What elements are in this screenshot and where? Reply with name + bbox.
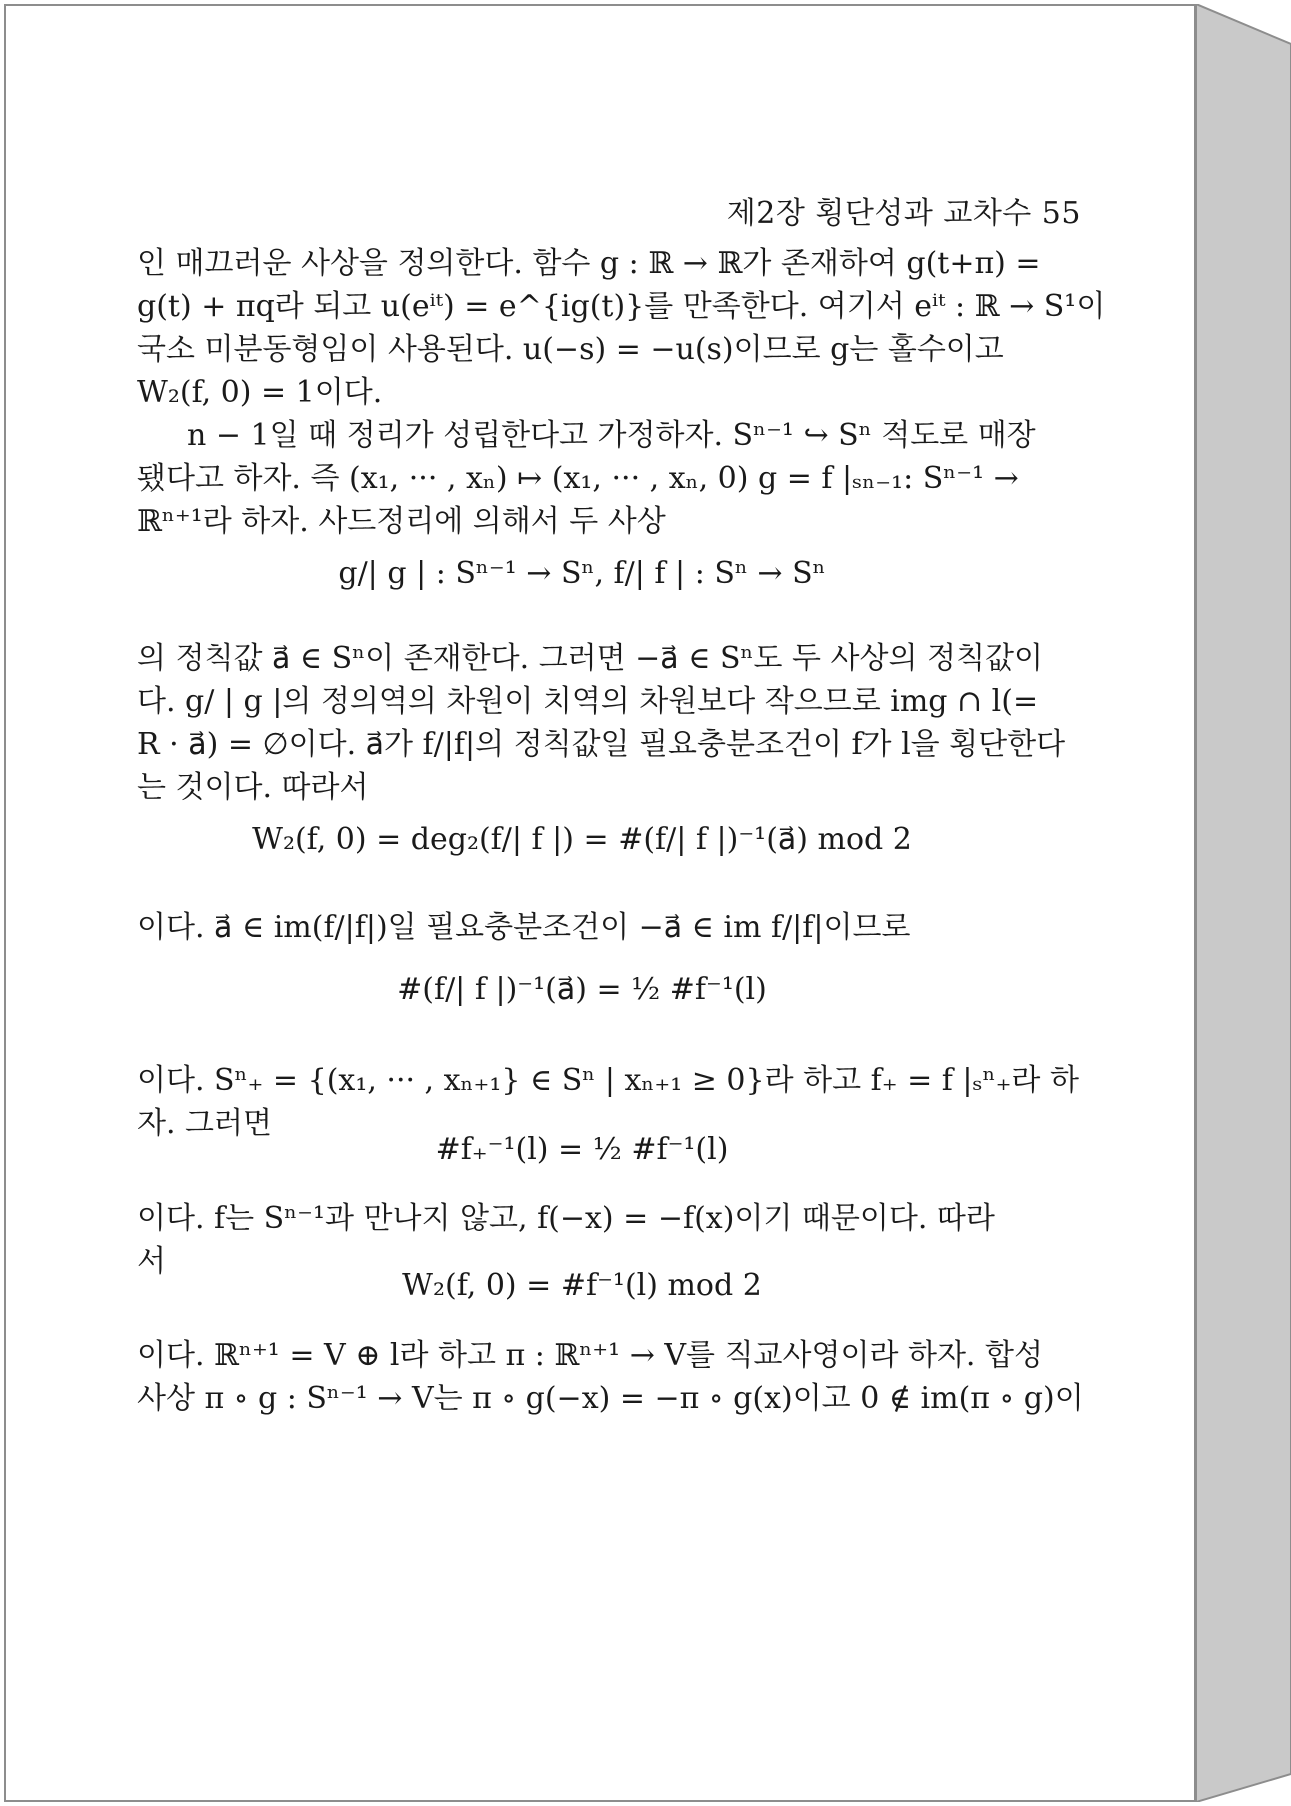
- text-line-6: 됐다고 하자. 즉 (x₁, ··· , xₙ) ↦ (x₁, ··· , xₙ, 0) g = f |ₛₙ₋₁: Sⁿ⁻¹ →: [137, 461, 1019, 496]
- text-line-2: g(t) + πq라 되고 u(eⁱᵗ) = e^{ig(t)}를 만족한다. 여기서 eⁱᵗ : ℝ → S¹이: [137, 289, 1106, 324]
- text-line-9: 다. g/ | g |의 정의역의 차원이 치역의 차원보다 작으므로 img ∩ l(=: [137, 684, 1039, 719]
- text-line-1: 인 매끄러운 사상을 정의한다. 함수 g : ℝ → ℝ가 존재하여 g(t+π) =: [137, 246, 1041, 281]
- equation-1: g/| g | : Sⁿ⁻¹ → Sⁿ, f/| f | : Sⁿ → Sⁿ: [338, 556, 826, 591]
- text-line-3: 국소 미분동형임이 사용된다. u(−s) = −u(s)이므로 g는 홀수이고: [137, 332, 1004, 367]
- book-spine: [1196, 4, 1291, 1802]
- equation-4: #f₊⁻¹(l) = ½ #f⁻¹(l): [435, 1132, 729, 1167]
- text-line-4: W₂(f, 0) = 1이다.: [137, 375, 383, 410]
- text-line-5: n − 1일 때 정리가 성립한다고 가정하자. Sⁿ⁻¹ ↪ Sⁿ 적도로 매장: [187, 418, 1036, 453]
- text-line-18: 사상 π ∘ g : Sⁿ⁻¹ → V는 π ∘ g(−x) = −π ∘ g(x)이고 0 ∉ im(π ∘ g)이: [137, 1381, 1084, 1416]
- equation-3: #(f/| f |)⁻¹(a⃗) = ½ #f⁻¹(l): [397, 972, 767, 1007]
- running-head: 제2장 횡단성과 교차수 55: [726, 196, 1081, 231]
- equation-5: W₂(f, 0) = #f⁻¹(l) mod 2: [402, 1268, 762, 1303]
- equation-2: W₂(f, 0) = deg₂(f/| f |) = #(f/| f |)⁻¹(a⃗) mod 2: [252, 822, 912, 857]
- text-line-10: R · a⃗) = ∅이다. a⃗가 f/|f|의 정칙값일 필요충분조건이 f가 l을 횡단한다: [137, 727, 1066, 762]
- text-line-13: 이다. Sⁿ₊ = {(x₁, ··· , xₙ₊₁} ∈ Sⁿ | xₙ₊₁ ≥ 0}라 하고 f₊ = f |ₛⁿ₊라 하: [137, 1063, 1079, 1098]
- text-line-7: ℝⁿ⁺¹라 하자. 사드정리에 의해서 두 사상: [137, 504, 666, 539]
- text-line-11: 는 것이다. 따라서: [137, 770, 369, 805]
- text-line-12: 이다. a⃗ ∈ im(f/|f|)일 필요충분조건이 −a⃗ ∈ im f/|f|이므로: [137, 910, 911, 945]
- text-line-17: 이다. ℝⁿ⁺¹ = V ⊕ l라 하고 π : ℝⁿ⁺¹ → V를 직교사영이라 하자. 합성: [137, 1338, 1043, 1373]
- text-line-14: 자. 그러면: [137, 1106, 272, 1141]
- text-line-16: 서: [137, 1244, 166, 1279]
- text-line-8: 의 정칙값 a⃗ ∈ Sⁿ이 존재한다. 그러면 −a⃗ ∈ Sⁿ도 두 사상의 정칙값이: [137, 641, 1043, 676]
- text-line-15: 이다. f는 Sⁿ⁻¹과 만나지 않고, f(−x) = −f(x)이기 때문이다. 따라: [137, 1201, 995, 1236]
